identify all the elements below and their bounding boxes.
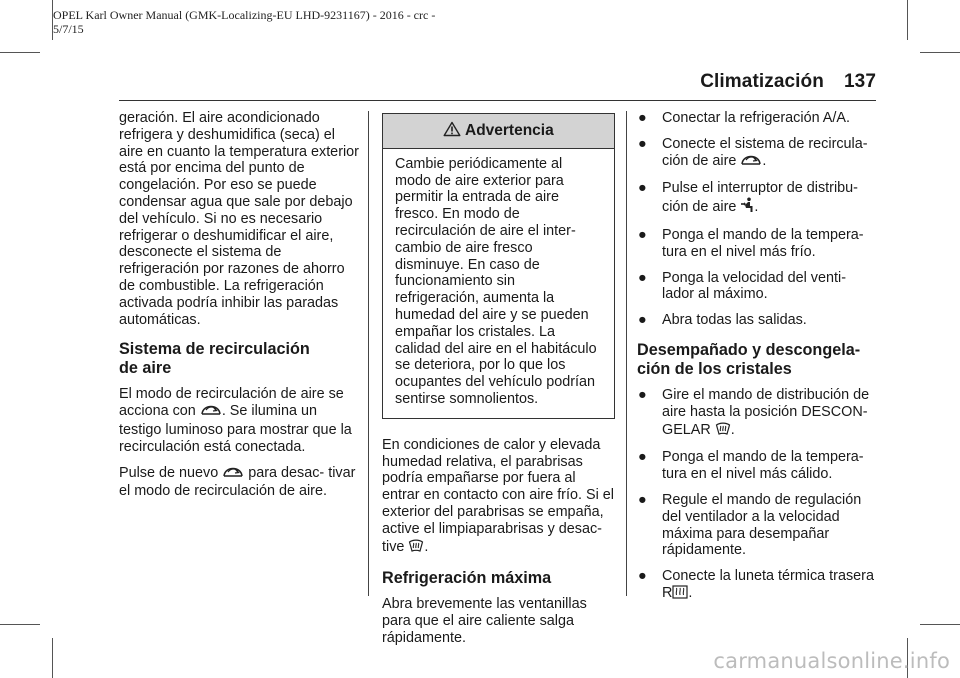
list-item: [637, 312, 877, 329]
windscreen-defrost-icon: [715, 421, 731, 441]
list-item-text: Conecte el sistema de recircula‐ ción de aire: [662, 135, 868, 169]
list-item-text: Ponga el mando de la tempera‐ tura en el nivel más cálido.: [662, 449, 864, 483]
running-head: [700, 71, 876, 93]
list-item: [637, 568, 877, 604]
warning-text: Cambie periódicamente al modo de aire exterior para permitir la entrada de aire fresco. En modo de recirculación de aire el inter‐ cambio de aire fresco disminuye. En caso de funcionamiento sin refrigeración, aumenta la humedad del aire y se pueden empañar los cristales. La calidad del aire en el habitáculo se deteriora, por lo que los ocupantes del vehículo podrían sentirse somnolientos.: [395, 155, 597, 407]
heading-line: ción de los cristales: [637, 359, 792, 378]
document-header: [53, 8, 513, 36]
bullet-icon: ●: [638, 269, 647, 286]
text-run: .: [424, 538, 429, 555]
text-run: En condiciones de calor y elevada humedad relativa, el parabrisas podría empañarse por fuera al entrar en contacto con aire frío. Si el exterior del parabrisas se empaña, active el limpiaparabrisas y desac‐ tive: [382, 436, 614, 555]
heading-line: de aire: [119, 359, 172, 378]
column-3: [637, 110, 877, 613]
column-2: [382, 110, 615, 656]
text-run: Pulse de nuevo: [119, 464, 223, 481]
heading-line: Desempañado y descongela‐: [637, 340, 861, 359]
bullet-icon: ●: [638, 386, 647, 403]
air-distribution-icon: [740, 197, 754, 218]
page-number: 137: [843, 71, 876, 92]
list-item: [637, 270, 877, 304]
paragraph: geración. El aire acondicionado refrigera y deshumidifica (seca) el aire en cuanto la temperatura exterior está por encima del punto de congelación. Por eso se puede condensar agua que sale por debajo del vehículo. Si no es necesario refrigerar o deshumidificar el aire, desconecte el sistema de refrigeración por razones de ahorro de combustible. La refrigeración activada podría inhibir las paradas automáticas.: [119, 110, 359, 328]
bullet-list: [637, 387, 877, 604]
crop-mark: [52, 638, 53, 678]
column-rule: [626, 111, 627, 596]
section-heading: [119, 340, 361, 378]
list-item-text: .: [762, 152, 767, 169]
crop-mark: [920, 624, 960, 625]
recirculation-icon: [200, 403, 222, 422]
crop-mark: [907, 0, 908, 40]
paragraph: Abra brevemente las ventanillas para que el aire caliente salga rápidamente.: [382, 596, 587, 646]
paragraph: [119, 465, 361, 501]
list-item: [637, 110, 877, 127]
warning-title: Advertencia: [465, 122, 554, 139]
warning-box: [382, 113, 615, 419]
bullet-icon: ●: [638, 135, 647, 152]
list-item: [637, 180, 877, 218]
column-rule: [368, 111, 369, 596]
section-title: Climatización: [700, 71, 824, 92]
bullet-icon: ●: [638, 568, 647, 585]
text-run: El modo de recirculación de aire se acciona con: [119, 386, 344, 420]
column-1: [119, 110, 361, 509]
bullet-list: [637, 110, 877, 329]
bullet-icon: ●: [638, 449, 647, 466]
list-item-text: Ponga la velocidad del venti‐ lador al máximo.: [662, 269, 847, 303]
list-item: [637, 136, 877, 172]
list-item-text: Regule el mando de regulación del ventilador a la velocidad máxima para desempañar rápidamente.: [662, 491, 862, 559]
list-item: [637, 227, 877, 261]
text-run: para desac‐ tivar el modo de recirculación de aire.: [119, 464, 356, 500]
list-item-text: .: [754, 199, 759, 216]
list-item-text: Conectar la refrigeración A/A.: [662, 110, 850, 126]
rear-window-heating-icon: [672, 585, 688, 604]
warning-header: [383, 114, 614, 149]
header-rule: [119, 100, 876, 101]
list-item-text: Abra todas las salidas.: [662, 312, 807, 329]
recirculation-icon: [222, 465, 244, 484]
list-item-text: Gire el mando de distribución de aire hasta la posición DESCON‐ GELAR: [662, 386, 870, 438]
list-item: [637, 449, 877, 483]
watermark: carmanualsonline.info: [713, 649, 950, 673]
bullet-icon: ●: [638, 180, 647, 197]
recirculation-icon: [740, 153, 762, 172]
list-item-text: .: [688, 584, 693, 601]
warning-triangle-icon: [443, 121, 461, 142]
list-item: [637, 492, 877, 559]
windscreen-defrost-icon: [408, 538, 424, 558]
list-item-text: Conecte la luneta térmica trasera R: [662, 568, 874, 601]
list-item-text: Ponga el mando de la tempera‐ tura en el nivel más frío.: [662, 226, 864, 260]
section-heading: Refrigeración máxima: [382, 569, 552, 588]
list-item: [637, 387, 877, 440]
bullet-icon: ●: [638, 226, 647, 243]
section-heading: [637, 341, 877, 379]
document-header-line1: OPEL Karl Owner Manual (GMK-Localizing-EU LHD-9231167) - 2016 - crc -: [53, 8, 436, 22]
list-item-text: .: [730, 421, 735, 438]
heading-line: Sistema de recirculación: [119, 340, 310, 359]
bullet-icon: ●: [638, 491, 647, 508]
list-item-text: Pulse el interruptor de distribu‐ ción de aire: [662, 180, 858, 216]
crop-mark: [0, 624, 40, 625]
crop-mark: [0, 52, 40, 53]
crop-mark: [920, 52, 960, 53]
bullet-icon: ●: [638, 110, 647, 126]
text-run: . Se ilumina un testigo luminoso para mostrar que la recirculación está conectada.: [119, 403, 352, 455]
bullet-icon: ●: [638, 312, 647, 329]
paragraph: [119, 386, 361, 455]
document-header-line2: 5/7/15: [53, 22, 84, 36]
paragraph: [382, 437, 615, 558]
